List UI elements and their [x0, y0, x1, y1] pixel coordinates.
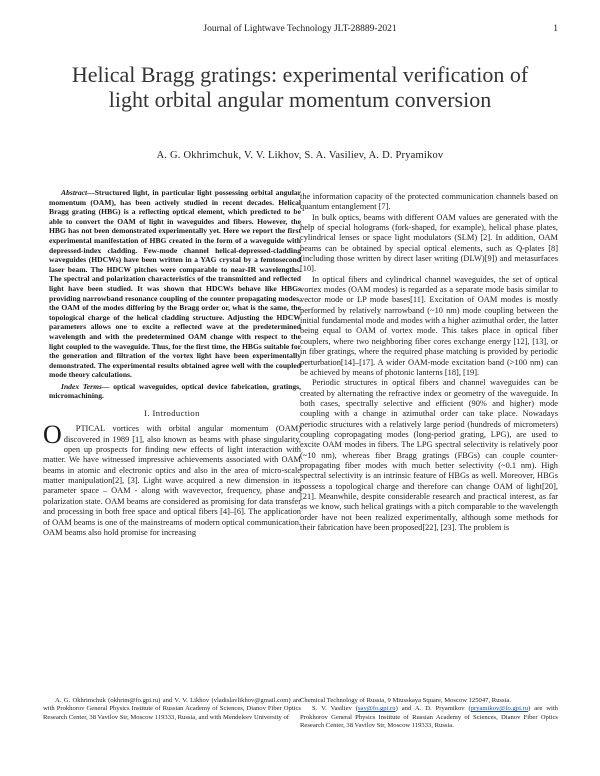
paragraph-periodic-structures: Periodic structures in optical fibers and channel waveguides can be created by alternating the refractive index or geometry of the waveguide. In both cases, spectrally selective and efficient (90% and higher) mode coupling with a change in azimuthal order can take place. Nowadays periodic structures with a relatively large period (hundreds of micrometers) coupling copropagating modes (long-period grating, LPG), are used to excite OAM modes in fibers. The LPG spectral selectivity is relatively poor (~10 nm), whereas fiber Bragg gratings (FBGs) can couple counter-propagating fiber modes with much better selectivity (~0.1 nm). High spectral selectivity is an intrinsic feature of HBGs as well. Moreover, HBGs possess a topological charge and therefore can change OAM of light[20], [21]. Meanwhile, despite considerable research and practical interest, as far as we know, such helical gratings with a pitch comparable to the wavelength order have not been realized experimentally, although some methods for their fabrication have been proposed[22], [23]. The problem is	[300, 378, 558, 532]
abstract-label: Abstract	[61, 188, 88, 197]
intro-paragraph-1	[43, 420, 301, 538]
first-word-rest: PTICAL	[75, 424, 106, 434]
left-column	[43, 188, 301, 538]
intro-text: vortices with orbital angular momentum (OAM) discovered in 1989 [1], also known as beams with phase singularity, open up prospects for finding new effects of light interaction with matter. We have witnessed impressive achievements associated with OAM beams in atomic and electronic optics and also in the area of micro-scale matter manipulation[2], [3]. Light wave acquired a new dimension in its parameter space – OAM - along with wavevector, frequency, phase and polarization state. OAM beams are considered as promising for data transfer and processing in both free space and optical fibers [4]–[6]. The application of OAM beams is one of the mainstreams of modern optical communication. OAM beams also hold promise for increasing	[43, 424, 301, 537]
running-head: Journal of Lightwave Technology JLT-28889-2021	[203, 24, 397, 34]
right-column	[300, 192, 558, 533]
paper-title: Helical Bragg gratings: experimental verification of light orbital angular momentum conversion	[71, 62, 529, 112]
footnote-text-part: ) are with Prokhorov General Physics Institute of Russian Academy of Sciences, Dianov Fiber Optics Research Center, 38 Vavilov Str, Moscow 119333, Russia.	[300, 705, 558, 729]
email-link-pryamikov[interactable]: pryamikov@fo.gpi.ru	[470, 705, 529, 713]
footnote-left	[43, 697, 301, 722]
index-terms-text: — optical waveguides, optical device fabrication, gratings, micromachining.	[49, 381, 301, 401]
footnote-text-part: S. V. Vasiliev (	[312, 705, 358, 713]
index-terms	[49, 382, 301, 401]
email-link-vasiliev[interactable]: sav@fo.gpi.ru	[357, 705, 396, 713]
abstract-dash: —	[87, 188, 95, 197]
paragraph-optical-fibers: In optical fibers and cylindrical channel waveguides, the set of optical vortex modes (OAM modes) is regarded as a separate mode basis similar to vector mode or LP mode bases[11]. Excitation of OAM modes is mostly performed by relatively narrowband (~10 nm) mode coupling between the initial fundamental mode and modes with a higher azimuthal order, the latter being equal to OAM of vortex mode. This takes place in optical fiber couplers, where two neighboring fiber cores exchange energy [12], [13], or in fiber gratings, where the required phase matching is provided by periodic perturbation[14]–[17]. A wider OAM-mode excitation band (>100 nm) can be achieved by means of photonic lanterns [18], [19].	[300, 274, 558, 377]
drop-cap: O	[43, 420, 62, 450]
footnote-right-authors	[300, 705, 558, 730]
section-heading-introduction: I. Introduction	[144, 408, 200, 419]
footnote-text-part: ) and A. D. Pryamikov (	[395, 705, 471, 713]
index-terms-label: Index Terms	[61, 381, 102, 391]
page-number: 1	[553, 24, 558, 34]
footnote-right	[300, 697, 558, 730]
abstract	[49, 188, 301, 380]
author-list: A. G. Okhrimchuk, V. V. Likhov, S. A. Vasiliev, A. D. Pryamikov	[156, 150, 444, 161]
footnote-right-affiliation: Chemical Technology of Russia, 9 Miusskaya Square, Moscow 125047, Russia.	[300, 697, 511, 704]
abstract-text: Structured light, in particular light possessing orbital angular momentum (OAM), has been actively studied in recent decades. Helical Bragg grating (HBG) is a reflecting optical element, which predicted to be able to convert the OAM of light in waveguides and fibers. However, the HBG has not been demonstrated experimentally yet. Here we report the first experimental manifestation of HBG created in the form of a waveguide with depressed-index cladding. Few-mode channel helical-depressed-cladding waveguides (HDCWs) have been written in a YAG crystal by a femtosecond laser beam. The HDCW pitches were comparable to near-IR wavelengths. The spectral and polarization characteristics of the transmitted and reflected light have been studied. It was shown that HDCWs behave like HBGs providing narrowband resonance coupling of the counter propagating modes, the OAM of the modes differing by the Bragg order or, what is the same, the topological charge of the helical cladding structure. Adjusting the HDCW parameters allows one to excite a reflected wave at the predetermined wavelength and with the predetermined OAM change with respect to the light coupled to the waveguide. Thus, for the first time, the HBGs suitable for the generation and filtration of the vortex light have been experimentally demonstrated. The experimental results obtained agree well with the coupled mode theory calculations.	[49, 188, 301, 380]
paragraph-continued: the information capacity of the protected communication channels based on quantum entanglement [7].	[300, 192, 558, 212]
footnote-left-text: A. G. Okhrimchuk (okhrim@fo.gpi.ru) and V. V. Likhov (vladislavlikhov@gmail.com) are with Prokhorov General Physics Institute of Russian Academy of Sciences, Dianov Fiber Optics Research Center, 38 Vavilov Str, Moscow 119333, Russia, and with Mendeleev University of	[43, 697, 301, 721]
paragraph-bulk-optics: In bulk optics, beams with different OAM values are generated with the help of special holograms (fork-shaped, for example), helical phase plates, cylindrical lenses or space light modulators (SLM) [2]. In addition, OAM beams can be obtained by special optical elements, such as Q-plates [8] (including those written by direct laser writing (DLW)[9]) and metasurfaces [10].	[300, 212, 558, 274]
